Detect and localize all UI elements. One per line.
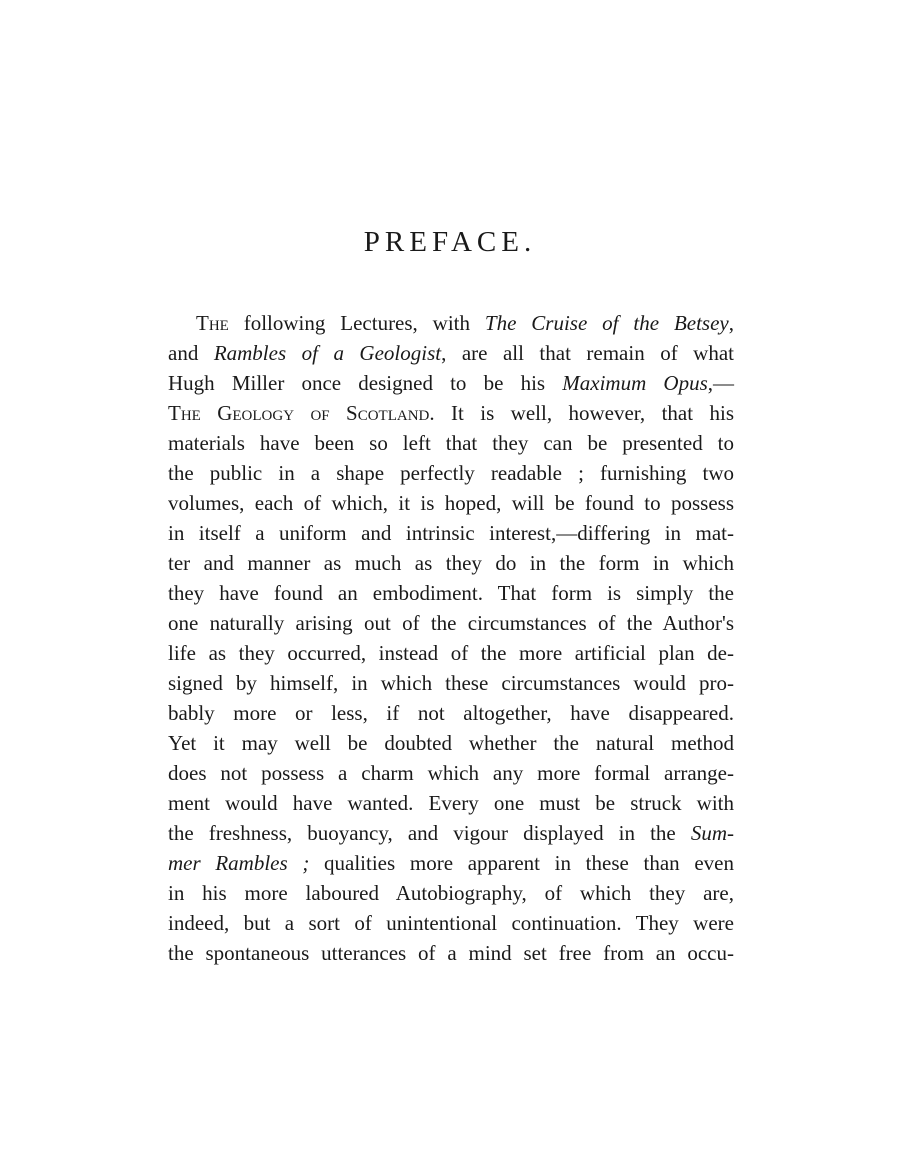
text-run: they have found an embodiment. That form is simply the bbox=[168, 581, 734, 605]
italic-title: The Cruise of the Betsey bbox=[484, 311, 729, 335]
text-run: and bbox=[168, 341, 214, 365]
text-run: qualities more apparent in these than even bbox=[309, 851, 734, 875]
text-line bbox=[168, 308, 734, 338]
page-heading: PREFACE. bbox=[363, 226, 537, 258]
text-run: indeed, but a sort of unintentional continuation. They were bbox=[168, 911, 734, 935]
italic-title: mer Rambles ; bbox=[168, 851, 310, 875]
italic-title: Maximum Opus bbox=[562, 371, 708, 395]
text-line bbox=[168, 878, 734, 908]
text-run: the freshness, buoyancy, and vigour displayed in the bbox=[168, 821, 691, 845]
text-run: one naturally arising out of the circumstances of the Author's bbox=[168, 611, 734, 635]
text-line bbox=[168, 638, 734, 668]
text-line bbox=[168, 518, 734, 548]
text-run: volumes, each of which, it is hoped, will be found to possess bbox=[168, 491, 734, 515]
text-line bbox=[168, 698, 734, 728]
text-line bbox=[168, 338, 734, 368]
text-line bbox=[168, 368, 734, 398]
text-run: signed by himself, in which these circumstances would pro- bbox=[168, 671, 734, 695]
small-caps-text: The Geology of Scotland bbox=[168, 401, 430, 425]
text-run: , bbox=[728, 311, 734, 335]
text-run: materials have been so left that they can be presented to bbox=[168, 431, 734, 455]
text-run: Yet it may well be doubted whether the natural method bbox=[168, 731, 734, 755]
small-caps-text: The bbox=[196, 311, 229, 335]
text-run: in his more laboured Autobiography, of which they are, bbox=[168, 881, 734, 905]
text-run: . It is well, however, that his bbox=[429, 401, 734, 425]
text-line bbox=[168, 938, 734, 968]
text-run: ment would have wanted. Every one must be struck with bbox=[168, 791, 734, 815]
text-line bbox=[168, 788, 734, 818]
text-run: ,— bbox=[707, 371, 734, 395]
preface-body bbox=[168, 308, 734, 968]
text-run: ter and manner as much as they do in the form in which bbox=[168, 551, 734, 575]
text-run: life as they occurred, instead of the more artificial plan de- bbox=[168, 641, 734, 665]
text-line bbox=[168, 668, 734, 698]
text-line bbox=[168, 398, 734, 428]
text-line bbox=[168, 728, 734, 758]
text-line bbox=[168, 578, 734, 608]
text-line bbox=[168, 818, 734, 848]
text-line bbox=[168, 848, 734, 878]
text-line bbox=[168, 758, 734, 788]
text-run: , are all that remain of what bbox=[441, 341, 734, 365]
text-line bbox=[168, 428, 734, 458]
italic-title: Sum- bbox=[690, 821, 734, 845]
italic-title: Rambles of a Geologist bbox=[213, 341, 442, 365]
text-line bbox=[168, 608, 734, 638]
text-run: Hugh Miller once designed to be his bbox=[168, 371, 563, 395]
text-line bbox=[168, 458, 734, 488]
text-line bbox=[168, 908, 734, 938]
text-run: the public in a shape perfectly readable ; furnishing two bbox=[168, 461, 734, 485]
text-run: in itself a uniform and intrinsic interest,—differing in mat- bbox=[168, 521, 734, 545]
text-run: bably more or less, if not altogether, have disappeared. bbox=[168, 701, 734, 725]
text-run: does not possess a charm which any more formal arrange- bbox=[168, 761, 734, 785]
text-run: the spontaneous utterances of a mind set free from an occu- bbox=[168, 941, 734, 965]
text-line bbox=[168, 548, 734, 578]
text-line bbox=[168, 488, 734, 518]
text-run: following Lectures, with bbox=[228, 311, 485, 335]
